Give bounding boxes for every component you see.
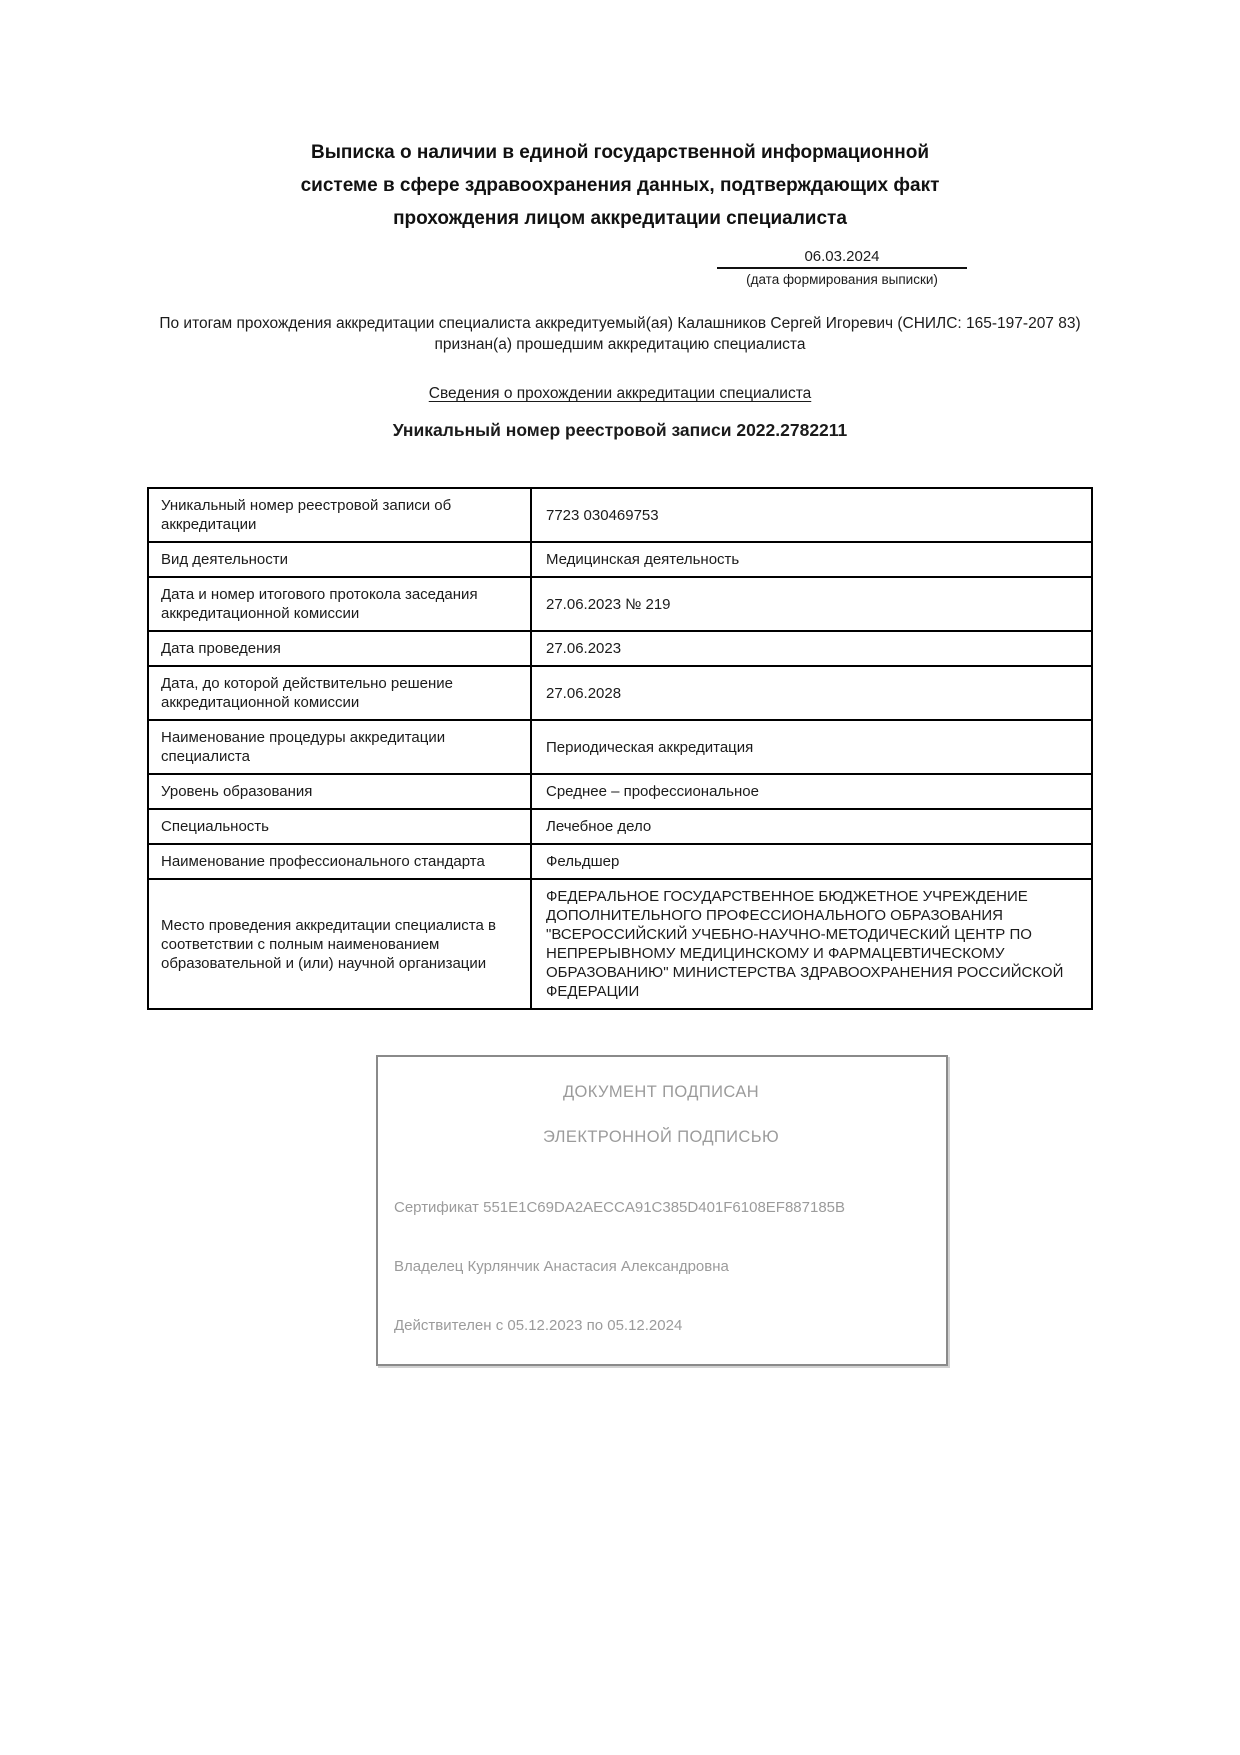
row-value: Лечебное дело (531, 809, 1092, 844)
table-row (148, 666, 1092, 720)
registry-number-heading: Уникальный номер реестровой записи 2022.2782211 (392, 420, 848, 440)
signature-certificate-line: Сертификат 551E1C69DA2AECCA91C385D401F6108EF887185B (394, 1199, 846, 1216)
intro-line: По итогам прохождения аккредитации специалиста аккредитуемый(ая) Калашников Сергей Игоревич (СНИЛС: 165-197-207 83) (159, 315, 1081, 332)
document-title-line: прохождения лицом аккредитации специалиста (393, 208, 847, 229)
table-row (148, 809, 1092, 844)
document-title-line: Выписка о наличии в единой государственной информационной (310, 142, 930, 163)
signature-owner-line: Владелец Курлянчик Анастасия Александровна (394, 1258, 729, 1275)
row-label: Специальность (148, 809, 531, 844)
intro-line: признан(а) прошедшим аккредитацию специалиста (434, 335, 806, 353)
row-value: ФЕДЕРАЛЬНОЕ ГОСУДАРСТВЕННОЕ БЮДЖЕТНОЕ УЧРЕЖДЕНИЕ ДОПОЛНИТЕЛЬНОГО ПРОФЕССИОНАЛЬНОГО ОБРАЗОВАНИЯ "ВСЕРОССИЙСКИЙ УЧЕБНО-НАУЧНО-МЕТОДИЧЕСКИЙ ЦЕНТР ПО НЕПРЕРЫВНОМУ МЕДИЦИНСКОМУ И ФАРМАЦЕВТИЧЕСКОМУ ОБРАЗОВАНИЮ" МИНИСТЕРСТВА ЗДРАВООХРАНЕНИЯ РОССИЙСКОЙ ФЕДЕРАЦИИ (531, 879, 1092, 1009)
table-row (148, 844, 1092, 879)
row-value: 27.06.2023 № 219 (531, 577, 1092, 631)
accreditation-table (147, 487, 1093, 1010)
row-label: Наименование процедуры аккредитации специалиста (148, 720, 531, 774)
table-row (148, 488, 1092, 542)
table-row (148, 542, 1092, 577)
table-row (148, 879, 1092, 1009)
row-value: Среднее – профессиональное (531, 774, 1092, 809)
row-value: 7723 030469753 (531, 488, 1092, 542)
extract-date-block (717, 248, 967, 287)
row-label: Наименование профессионального стандарта (148, 844, 531, 879)
document-title-line: системе в сфере здравоохранения данных, подтверждающих факт (300, 175, 940, 196)
row-label: Вид деятельности (148, 542, 531, 577)
document-title (147, 136, 1093, 235)
row-label: Уровень образования (148, 774, 531, 809)
extract-date-value: 06.03.2024 (717, 248, 967, 269)
section-heading: Сведения о прохождении аккредитации специалиста (428, 385, 812, 402)
row-label: Место проведения аккредитации специалиста в соответствии с полным наименованием образовательной и (или) научной организации (148, 879, 531, 1009)
signature-header-line: ЭЛЕКТРОННОЙ ПОДПИСЬЮ (542, 1128, 780, 1146)
row-value: Фельдшер (531, 844, 1092, 879)
document-content (147, 0, 1093, 1366)
row-value: 27.06.2028 (531, 666, 1092, 720)
intro-paragraph (147, 314, 1093, 355)
row-label: Дата и номер итогового протокола заседания аккредитационной комиссии (148, 577, 531, 631)
electronic-signature-stamp (376, 1055, 948, 1366)
table-row (148, 720, 1092, 774)
extract-date-caption: (дата формирования выписки) (746, 272, 938, 287)
table-row (148, 577, 1092, 631)
table-row (148, 631, 1092, 666)
row-value: 27.06.2023 (531, 631, 1092, 666)
table-row (148, 774, 1092, 809)
row-value: Медицинская деятельность (531, 542, 1092, 577)
row-value: Периодическая аккредитация (531, 720, 1092, 774)
row-label: Дата, до которой действительно решение аккредитационной комиссии (148, 666, 531, 720)
signature-validity-line: Действителен с 05.12.2023 по 05.12.2024 (394, 1317, 683, 1334)
row-label: Уникальный номер реестровой записи об аккредитации (148, 488, 531, 542)
signature-header-line: ДОКУМЕНТ ПОДПИСАН (562, 1083, 760, 1101)
row-label: Дата проведения (148, 631, 531, 666)
